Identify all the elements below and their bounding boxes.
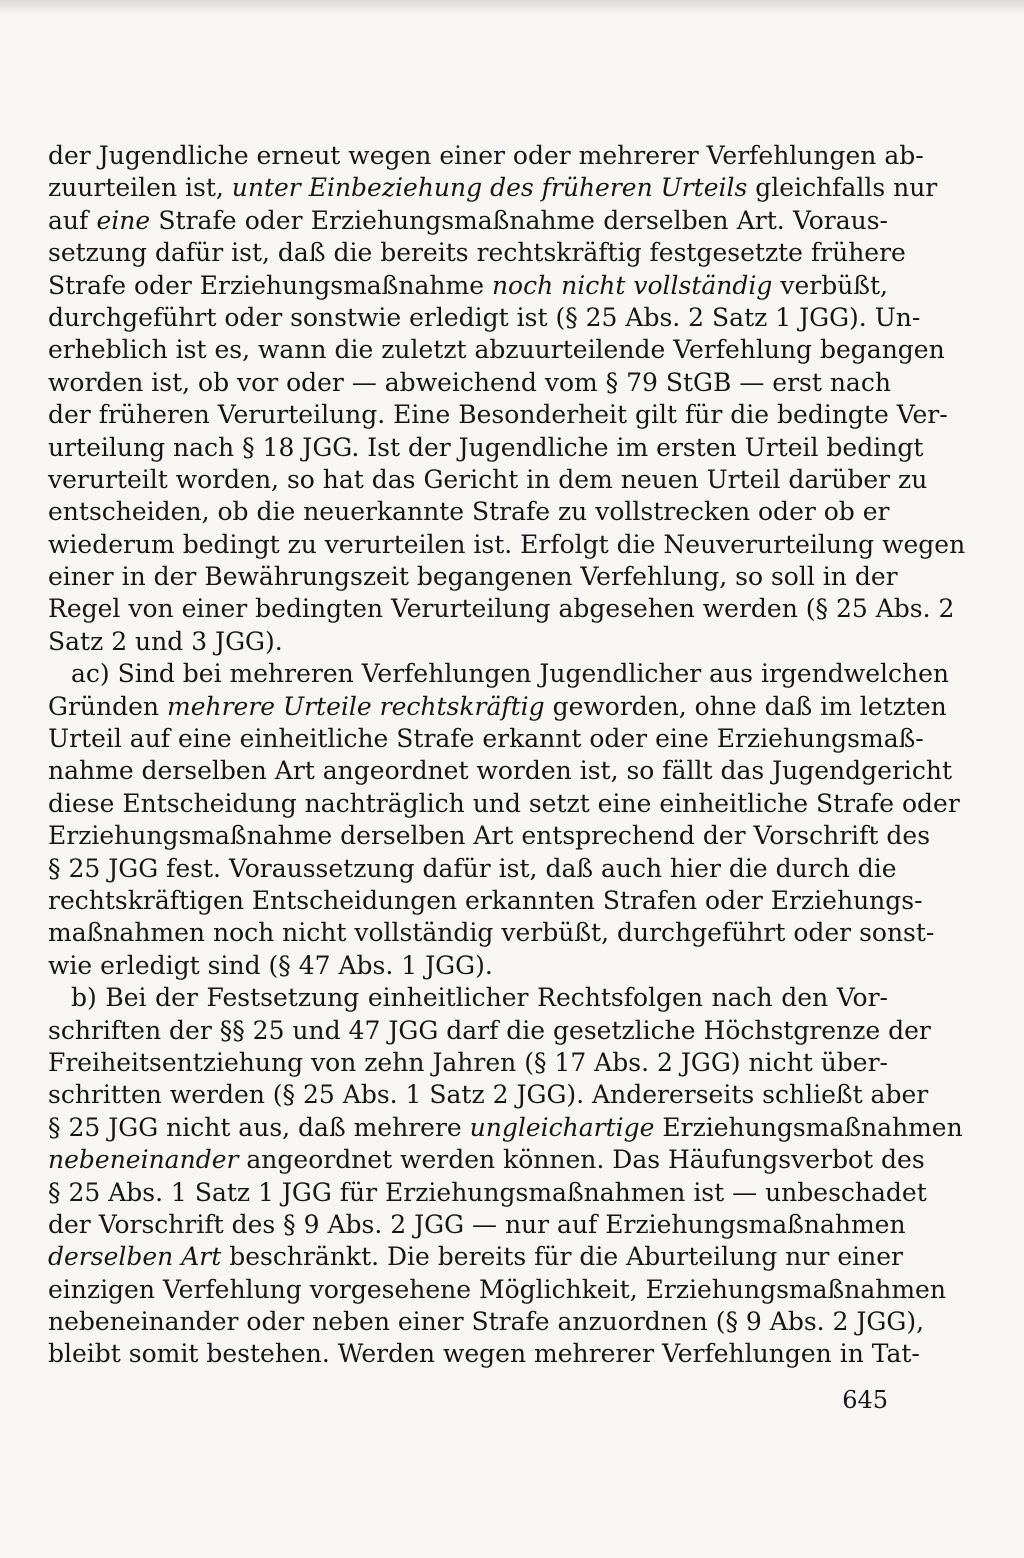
text-segment: bleibt somit bestehen. Werden wegen mehrerer Verfehlungen in Tat- (48, 1339, 920, 1369)
text-line (48, 1241, 903, 1273)
text-segment: b) Bei der Festsetzung einheitlicher Rechtsfolgen nach den Vor- (71, 983, 888, 1013)
text-line (48, 1015, 931, 1047)
text-segment: worden ist, ob vor oder — abweichend vom § 79 StGB — erst nach (48, 367, 891, 397)
text-line (48, 1144, 925, 1176)
body-text (48, 140, 966, 1371)
text-segment: nebeneinander oder neben einer Strafe anzuordnen (§ 9 Abs. 2 JGG), (48, 1307, 925, 1337)
text-segment: der Jugendliche erneut wegen einer oder mehrerer Verfehlungen ab- (48, 141, 924, 170)
text-segment: zuurteilen ist, (48, 173, 232, 203)
text-line (48, 237, 906, 269)
text-segment: Freiheitsentziehung von zehn Jahren (§ 17 Abs. 2 JGG) nicht über- (48, 1047, 888, 1077)
text-segment: Erziehungsmaßnahmen (654, 1112, 963, 1142)
text-segment: Gründen (48, 691, 167, 721)
text-line (48, 464, 928, 496)
text-line (48, 140, 924, 172)
text-line (48, 399, 948, 431)
text-segment: nahme derselben Art angeordnet worden ist, so fällt das Jugendgericht (48, 756, 953, 786)
emphasis-text: ungleichartige (469, 1112, 655, 1142)
text-segment: Satz 2 und 3 JGG). (48, 626, 283, 656)
emphasis-text: mehrere Urteile rechtskräftig (166, 691, 545, 721)
text-segment: schritten werden (§ 25 Abs. 1 Satz 2 JGG). Andererseits schließt aber (48, 1080, 929, 1110)
text-segment: erheblich ist es, wann die zuletzt abzuurteilende Verfehlung begangen (48, 335, 945, 365)
text-line (48, 593, 955, 625)
text-segment: setzung dafür ist, daß die bereits rechtskräftig festgesetzte frühere (48, 238, 906, 268)
text-segment: ac) Sind bei mehreren Verfehlungen Jugendlicher aus irgendwelchen (71, 659, 949, 689)
text-segment: Regel von einer bedingten Verurteilung abgesehen werden (§ 25 Abs. 2 (48, 594, 955, 624)
text-segment: einer in der Bewährungszeit begangenen Verfehlung, so soll in der (48, 562, 898, 592)
text-line (48, 270, 888, 302)
text-line (48, 691, 947, 723)
text-segment: durchgeführt oder sonstwie erledigt ist (§ 25 Abs. 2 Satz 1 JGG). Un- (48, 302, 921, 332)
text-line (48, 496, 888, 528)
text-segment: gleichfalls nur (747, 173, 938, 203)
text-line (48, 205, 888, 237)
text-segment: wie erledigt sind (§ 47 Abs. 1 JGG). (48, 950, 493, 980)
text-segment: angeordnet werden können. Das Häufungsverbot des (238, 1145, 925, 1175)
emphasis-text: unter Einbeziehung des früheren Urteils (231, 173, 748, 203)
text-line (48, 982, 888, 1014)
text-line (48, 820, 931, 852)
text-segment: diese Entscheidung nachträglich und setzt eine einheitliche Strafe oder (48, 788, 960, 818)
text-line (48, 172, 938, 204)
text-segment: Strafe oder Erziehungsmaßnahme (48, 270, 492, 300)
text-line (48, 1274, 946, 1306)
text-segment: Strafe oder Erziehungsmaßnahme derselben Art. Voraus- (150, 205, 888, 235)
text-segment: rechtskräftigen Entscheidungen erkannten Strafen oder Erziehungs- (48, 885, 923, 915)
text-segment: verurteilt worden, so hat das Gericht in dem neuen Urteil darüber zu (48, 464, 928, 494)
text-line (48, 755, 953, 787)
text-line (48, 788, 960, 820)
text-segment: beschränkt. Die bereits für die Aburteilung nur einer (221, 1242, 903, 1272)
text-line (48, 1177, 927, 1209)
text-segment: urteilung nach § 18 JGG. Ist der Jugendliche im ersten Urteil bedingt (48, 432, 924, 462)
text-segment: einzigen Verfehlung vorgesehene Möglichkeit, Erziehungsmaßnahmen (48, 1274, 946, 1304)
text-segment: Erziehungsmaßnahme derselben Art entsprechend der Vorschrift des (48, 821, 931, 851)
text-segment: verbüßt, (772, 270, 889, 300)
text-line (48, 1338, 920, 1370)
text-line (48, 1306, 925, 1338)
text-line (48, 853, 897, 885)
text-segment: wiederum bedingt zu verurteilen ist. Erfolgt die Neuverurteilung wegen (48, 529, 966, 559)
text-line (48, 529, 966, 561)
page-number: 645 (842, 1386, 888, 1414)
text-segment: maßnahmen noch nicht vollständig verbüßt, durchgeführt oder sonst- (48, 918, 935, 948)
text-line (48, 1112, 963, 1144)
text-segment: der Vorschrift des § 9 Abs. 2 JGG — nur auf Erziehungsmaßnahmen (48, 1209, 906, 1239)
text-line (48, 626, 888, 658)
text-line (48, 917, 935, 949)
text-segment: § 25 Abs. 1 Satz 1 JGG für Erziehungsmaßnahmen ist — unbeschadet (48, 1177, 927, 1207)
emphasis-text: eine (96, 205, 151, 235)
text-line (48, 658, 949, 690)
emphasis-text: nebeneinander (48, 1145, 239, 1175)
text-line (48, 302, 921, 334)
text-line (48, 1047, 888, 1079)
text-segment: schriften der §§ 25 und 47 JGG darf die gesetzliche Höchstgrenze der (48, 1015, 931, 1045)
text-line (48, 367, 891, 399)
page-top-edge (0, 0, 1024, 14)
text-segment: der früheren Verurteilung. Eine Besonderheit gilt für die bedingte Ver- (48, 400, 948, 430)
text-segment: § 25 JGG fest. Voraussetzung dafür ist, daß auch hier die durch die (48, 853, 897, 883)
text-line (48, 561, 898, 593)
text-line (48, 885, 923, 917)
text-line (48, 432, 924, 464)
text-line (48, 1079, 929, 1111)
text-segment: Urteil auf eine einheitliche Strafe erkannt oder eine Erziehungsmaß- (48, 724, 924, 754)
text-segment: entscheiden, ob die neuerkannte Strafe zu vollstrecken oder ob er (48, 497, 890, 527)
emphasis-text: noch nicht vollständig (491, 270, 773, 300)
text-line (48, 1209, 906, 1241)
text-segment: geworden, ohne daß im letzten (544, 691, 947, 721)
text-line (48, 950, 888, 982)
text-segment: auf (48, 205, 97, 235)
emphasis-text: derselben Art (48, 1242, 222, 1272)
text-line (48, 723, 924, 755)
text-line (48, 334, 945, 366)
text-segment: § 25 JGG nicht aus, daß mehrere (48, 1112, 470, 1142)
